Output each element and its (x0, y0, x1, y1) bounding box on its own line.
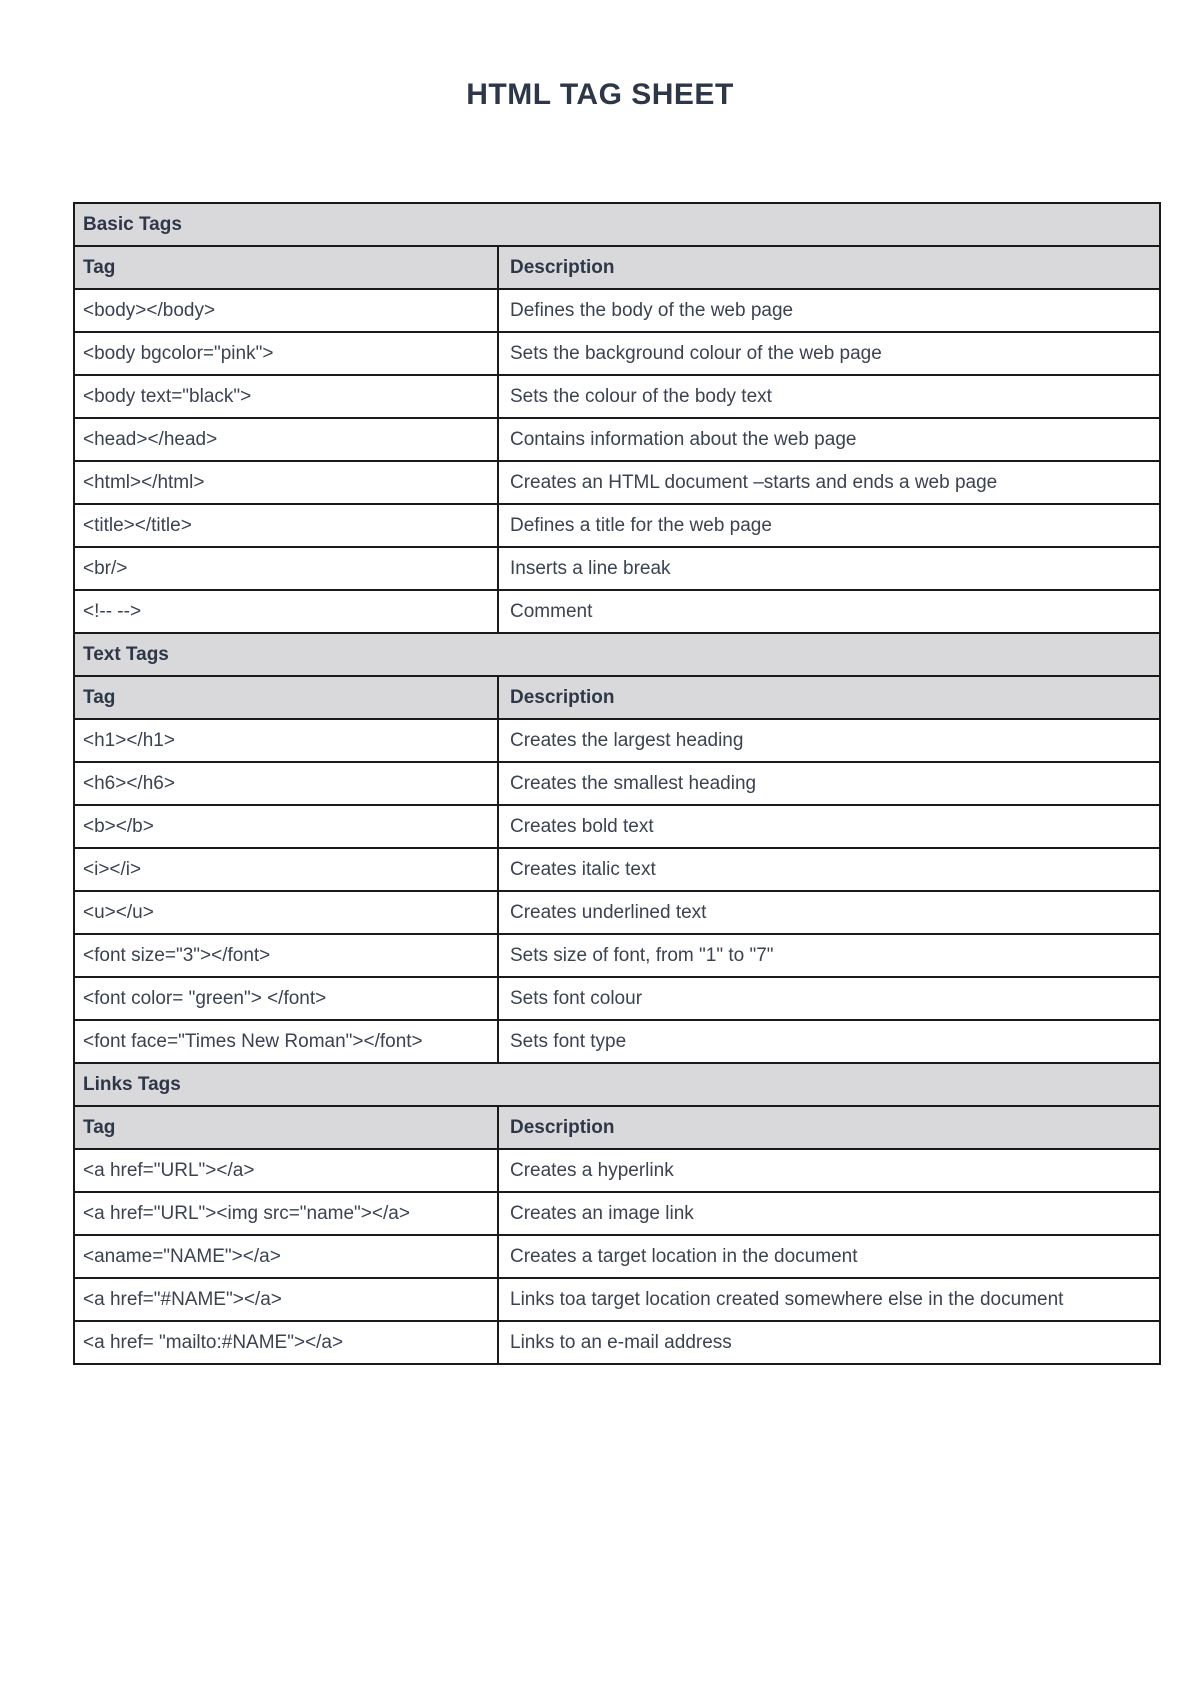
description-cell: Creates a target location in the document (498, 1235, 1160, 1278)
description-cell: Creates the largest heading (498, 719, 1160, 762)
tag-cell: <br/> (74, 547, 498, 590)
description-cell: Sets the colour of the body text (498, 375, 1160, 418)
section-title: Text Tags (74, 633, 1160, 676)
tag-cell: <b></b> (74, 805, 498, 848)
table-row (74, 1235, 1160, 1278)
table-row (74, 1149, 1160, 1192)
tag-cell: <a href="URL"></a> (74, 1149, 498, 1192)
section-header-basic-tags (74, 203, 1160, 246)
tag-cell: <h1></h1> (74, 719, 498, 762)
description-cell: Sets font type (498, 1020, 1160, 1063)
table-row (74, 762, 1160, 805)
tag-cell: <body text="black"> (74, 375, 498, 418)
tag-cell: <head></head> (74, 418, 498, 461)
tag-cell: <a href= "mailto:#NAME"></a> (74, 1321, 498, 1364)
table-row (74, 1020, 1160, 1063)
table-row (74, 805, 1160, 848)
column-header-tag: Tag (74, 676, 498, 719)
table-row (74, 375, 1160, 418)
section-header-links-tags (74, 1063, 1160, 1106)
table-row (74, 1278, 1160, 1321)
column-header-row (74, 676, 1160, 719)
tag-cell: <u></u> (74, 891, 498, 934)
description-cell: Creates an HTML document –starts and ends a web page (498, 461, 1160, 504)
column-header-tag: Tag (74, 1106, 498, 1149)
table-row (74, 848, 1160, 891)
description-cell: Creates a hyperlink (498, 1149, 1160, 1192)
tag-cell: <body></body> (74, 289, 498, 332)
table-row (74, 289, 1160, 332)
table-row (74, 461, 1160, 504)
tag-cell: <aname="NAME"></a> (74, 1235, 498, 1278)
description-cell: Contains information about the web page (498, 418, 1160, 461)
table-row (74, 719, 1160, 762)
tag-cell: <a href="URL"><img src="name"></a> (74, 1192, 498, 1235)
description-cell: Defines the body of the web page (498, 289, 1160, 332)
description-cell: Creates an image link (498, 1192, 1160, 1235)
description-cell: Creates underlined text (498, 891, 1160, 934)
tag-cell: <font face="Times New Roman"></font> (74, 1020, 498, 1063)
description-cell: Links to an e-mail address (498, 1321, 1160, 1364)
table-row (74, 1321, 1160, 1364)
section-header-text-tags (74, 633, 1160, 676)
tag-cell: <font size="3"></font> (74, 934, 498, 977)
table-row (74, 590, 1160, 633)
table-row (74, 1192, 1160, 1235)
column-header-row (74, 246, 1160, 289)
tag-cell: <font color= "green"> </font> (74, 977, 498, 1020)
table-row (74, 934, 1160, 977)
column-header-description: Description (498, 676, 1160, 719)
tag-cell: <!-- --> (74, 590, 498, 633)
tag-cell: <a href="#NAME"></a> (74, 1278, 498, 1321)
table-row (74, 504, 1160, 547)
description-cell: Defines a title for the web page (498, 504, 1160, 547)
tag-cell: <body bgcolor="pink"> (74, 332, 498, 375)
description-cell: Sets font colour (498, 977, 1160, 1020)
tag-cell: <title></title> (74, 504, 498, 547)
tag-cell: <i></i> (74, 848, 498, 891)
column-header-description: Description (498, 1106, 1160, 1149)
section-title: Links Tags (74, 1063, 1160, 1106)
description-cell: Comment (498, 590, 1160, 633)
table-row (74, 977, 1160, 1020)
description-cell: Sets size of font, from "1" to "7" (498, 934, 1160, 977)
column-header-description: Description (498, 246, 1160, 289)
table-row (74, 332, 1160, 375)
page-title: HTML TAG SHEET (466, 78, 734, 111)
tag-cell: <html></html> (74, 461, 498, 504)
table-row (74, 418, 1160, 461)
column-header-tag: Tag (74, 246, 498, 289)
description-cell: Creates italic text (498, 848, 1160, 891)
column-header-row (74, 1106, 1160, 1149)
table-row (74, 891, 1160, 934)
description-cell: Creates the smallest heading (498, 762, 1160, 805)
tag-cell: <h6></h6> (74, 762, 498, 805)
description-cell: Inserts a line break (498, 547, 1160, 590)
description-cell: Sets the background colour of the web page (498, 332, 1160, 375)
table-row (74, 547, 1160, 590)
description-cell: Links toa target location created somewhere else in the document (498, 1278, 1160, 1321)
tag-sheet-table (73, 202, 1161, 1365)
description-cell: Creates bold text (498, 805, 1160, 848)
section-title: Basic Tags (74, 203, 1160, 246)
